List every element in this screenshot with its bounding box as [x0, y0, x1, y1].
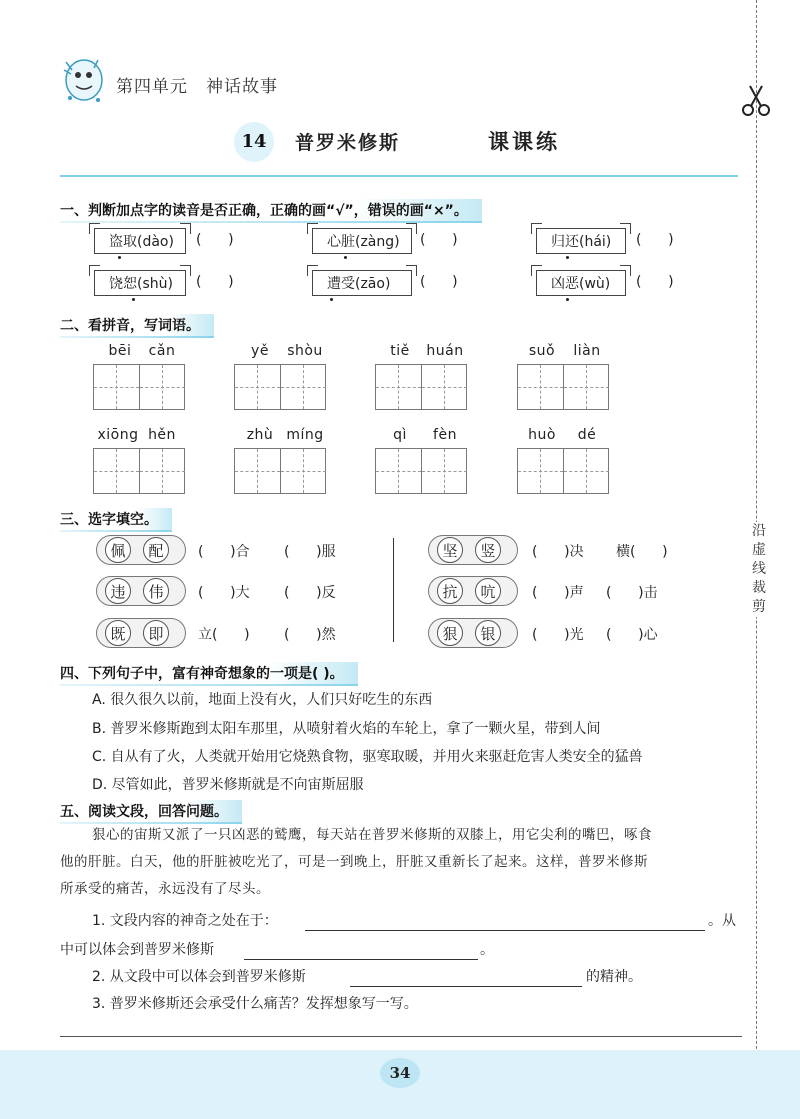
char-pair: 违 伟: [96, 576, 186, 606]
pinyin: suǒ: [528, 343, 556, 359]
fill-blank[interactable]: 立( ): [198, 627, 250, 643]
page-number: 34: [380, 1058, 420, 1088]
emphasis-dot: [344, 256, 347, 259]
question-2-suffix: 的精神。: [586, 969, 642, 985]
writing-grid[interactable]: [93, 448, 185, 494]
answer-paren[interactable]: ( ): [636, 274, 674, 290]
option-d[interactable]: D. 尽管如此，普罗米修斯就是不向宙斯屈服: [92, 777, 364, 793]
lesson-number-badge: 14: [234, 122, 274, 162]
fill-blank[interactable]: ( )声: [532, 585, 584, 601]
pinyin: zhù: [246, 427, 274, 443]
answer-line[interactable]: [350, 970, 582, 987]
emphasis-dot: [132, 298, 135, 301]
pinyin: liàn: [573, 343, 601, 359]
section4-title: 四、下列句子中，富有神奇想象的一项是( )。: [60, 662, 358, 684]
question-1-suffix: 。从: [708, 913, 736, 929]
section3-title: 三、选字填空。: [60, 508, 172, 530]
option-b[interactable]: B. 普罗米修斯跑到太阳车那里，从喷射着火焰的车轮上，拿了一颗火星，带到人间: [92, 721, 601, 737]
char-pair: 佩 配: [96, 535, 186, 565]
fill-blank[interactable]: ( )服: [284, 544, 336, 560]
writing-grid[interactable]: [375, 364, 467, 410]
char-pair: 既 即: [96, 618, 186, 648]
pinyin: qì: [393, 427, 407, 443]
unit-label: 第四单元: [116, 77, 188, 97]
lesson-tag: 课课练: [488, 129, 560, 154]
pinyin: míng: [286, 427, 324, 443]
passage-line: 狠心的宙斯又派了一只凶恶的鹫鹰，每天站在普罗米修斯的双膝上，用它尖利的嘴巴，啄食: [92, 827, 652, 843]
pinyin: bēi: [108, 343, 132, 359]
emphasis-dot: [566, 256, 569, 259]
passage-line: 所承受的痛苦，永远没有了尽头。: [60, 881, 270, 897]
word-tag: 凶恶(wù): [536, 270, 626, 296]
fill-blank[interactable]: ( )击: [606, 585, 658, 601]
pinyin: yě: [251, 343, 269, 359]
answer-paren[interactable]: ( ): [420, 274, 458, 290]
word-tag: 盗取(dào): [94, 228, 186, 254]
writing-grid[interactable]: [234, 364, 326, 410]
pinyin: fèn: [433, 427, 457, 443]
cut-label: 沿虚线裁剪: [752, 523, 766, 615]
pinyin: xiōng: [97, 427, 139, 443]
column-divider: [393, 538, 394, 642]
answer-line[interactable]: [244, 943, 478, 960]
char-pair: 狠 银: [428, 618, 518, 648]
pinyin: shòu: [287, 343, 323, 359]
unit-title: [116, 72, 278, 97]
mascot-illustration: [58, 50, 108, 106]
unit-theme: 神话故事: [206, 77, 278, 97]
section5-title: 五、阅读文段，回答问题。: [60, 800, 242, 822]
question-1-line2-suffix: 。: [480, 942, 494, 958]
answer-line[interactable]: [60, 1036, 742, 1037]
writing-grid[interactable]: [375, 448, 467, 494]
fill-blank[interactable]: ( )然: [284, 627, 336, 643]
answer-paren[interactable]: ( ): [636, 232, 674, 248]
lesson-title: 普罗米修斯: [295, 132, 401, 154]
char-pair: 坚 竖: [428, 535, 518, 565]
answer-line[interactable]: [305, 914, 705, 931]
word-tag: 饶恕(shù): [94, 270, 186, 296]
writing-grid[interactable]: [93, 364, 185, 410]
word-tag: 遭受(zāo): [312, 270, 412, 296]
section2-title: 二、看拼音，写词语。: [60, 314, 214, 336]
fill-blank[interactable]: ( )反: [284, 585, 336, 601]
fill-blank[interactable]: ( )大: [198, 585, 250, 601]
scissors-icon: [738, 82, 774, 118]
word-tag: 心脏(zàng): [312, 228, 412, 254]
fill-blank[interactable]: ( )光: [532, 627, 584, 643]
option-a[interactable]: A. 很久很久以前，地面上没有火，人们只好吃生的东西: [92, 692, 433, 708]
pinyin: huò: [528, 427, 556, 443]
pinyin: huán: [426, 343, 464, 359]
question-2-prefix: 2. 从文段中可以体会到普罗米修斯: [92, 969, 306, 985]
answer-paren[interactable]: ( ): [196, 274, 234, 290]
word-tag: 归还(hái): [536, 228, 626, 254]
question-3: 3. 普罗米修斯还会承受什么痛苦？发挥想象写一写。: [92, 996, 418, 1012]
emphasis-dot: [330, 298, 333, 301]
writing-grid[interactable]: [517, 448, 609, 494]
pinyin: cǎn: [148, 343, 176, 359]
fill-blank[interactable]: ( )合: [198, 544, 250, 560]
option-c[interactable]: C. 自从有了火，人类就开始用它烧熟食物，驱寒取暖，并用火来驱赶危害人类安全的猛兽: [92, 749, 643, 765]
pinyin: hěn: [148, 427, 176, 443]
answer-paren[interactable]: ( ): [420, 232, 458, 248]
header-divider: [60, 175, 738, 177]
passage-line: 他的肝脏。白天，他的肝脏被吃光了，可是一到晚上，肝脏又重新长了起来。这样，普罗米修斯: [60, 854, 648, 870]
fill-blank[interactable]: 横( ): [616, 544, 668, 560]
question-1-prefix: 1. 文段内容的神奇之处在于：: [92, 913, 278, 929]
pinyin: dé: [577, 427, 597, 443]
emphasis-dot: [118, 256, 121, 259]
pinyin: tiě: [390, 343, 410, 359]
answer-paren[interactable]: ( ): [196, 232, 234, 248]
writing-grid[interactable]: [517, 364, 609, 410]
emphasis-dot: [566, 298, 569, 301]
char-pair: 抗 吭: [428, 576, 518, 606]
fill-blank[interactable]: ( )决: [532, 544, 584, 560]
section1-title: 一、判断加点字的读音是否正确，正确的画“√”，错误的画“×”。: [60, 199, 482, 221]
question-1-line2-prefix: 中可以体会到普罗米修斯: [60, 942, 214, 958]
writing-grid[interactable]: [234, 448, 326, 494]
fill-blank[interactable]: ( )心: [606, 627, 658, 643]
